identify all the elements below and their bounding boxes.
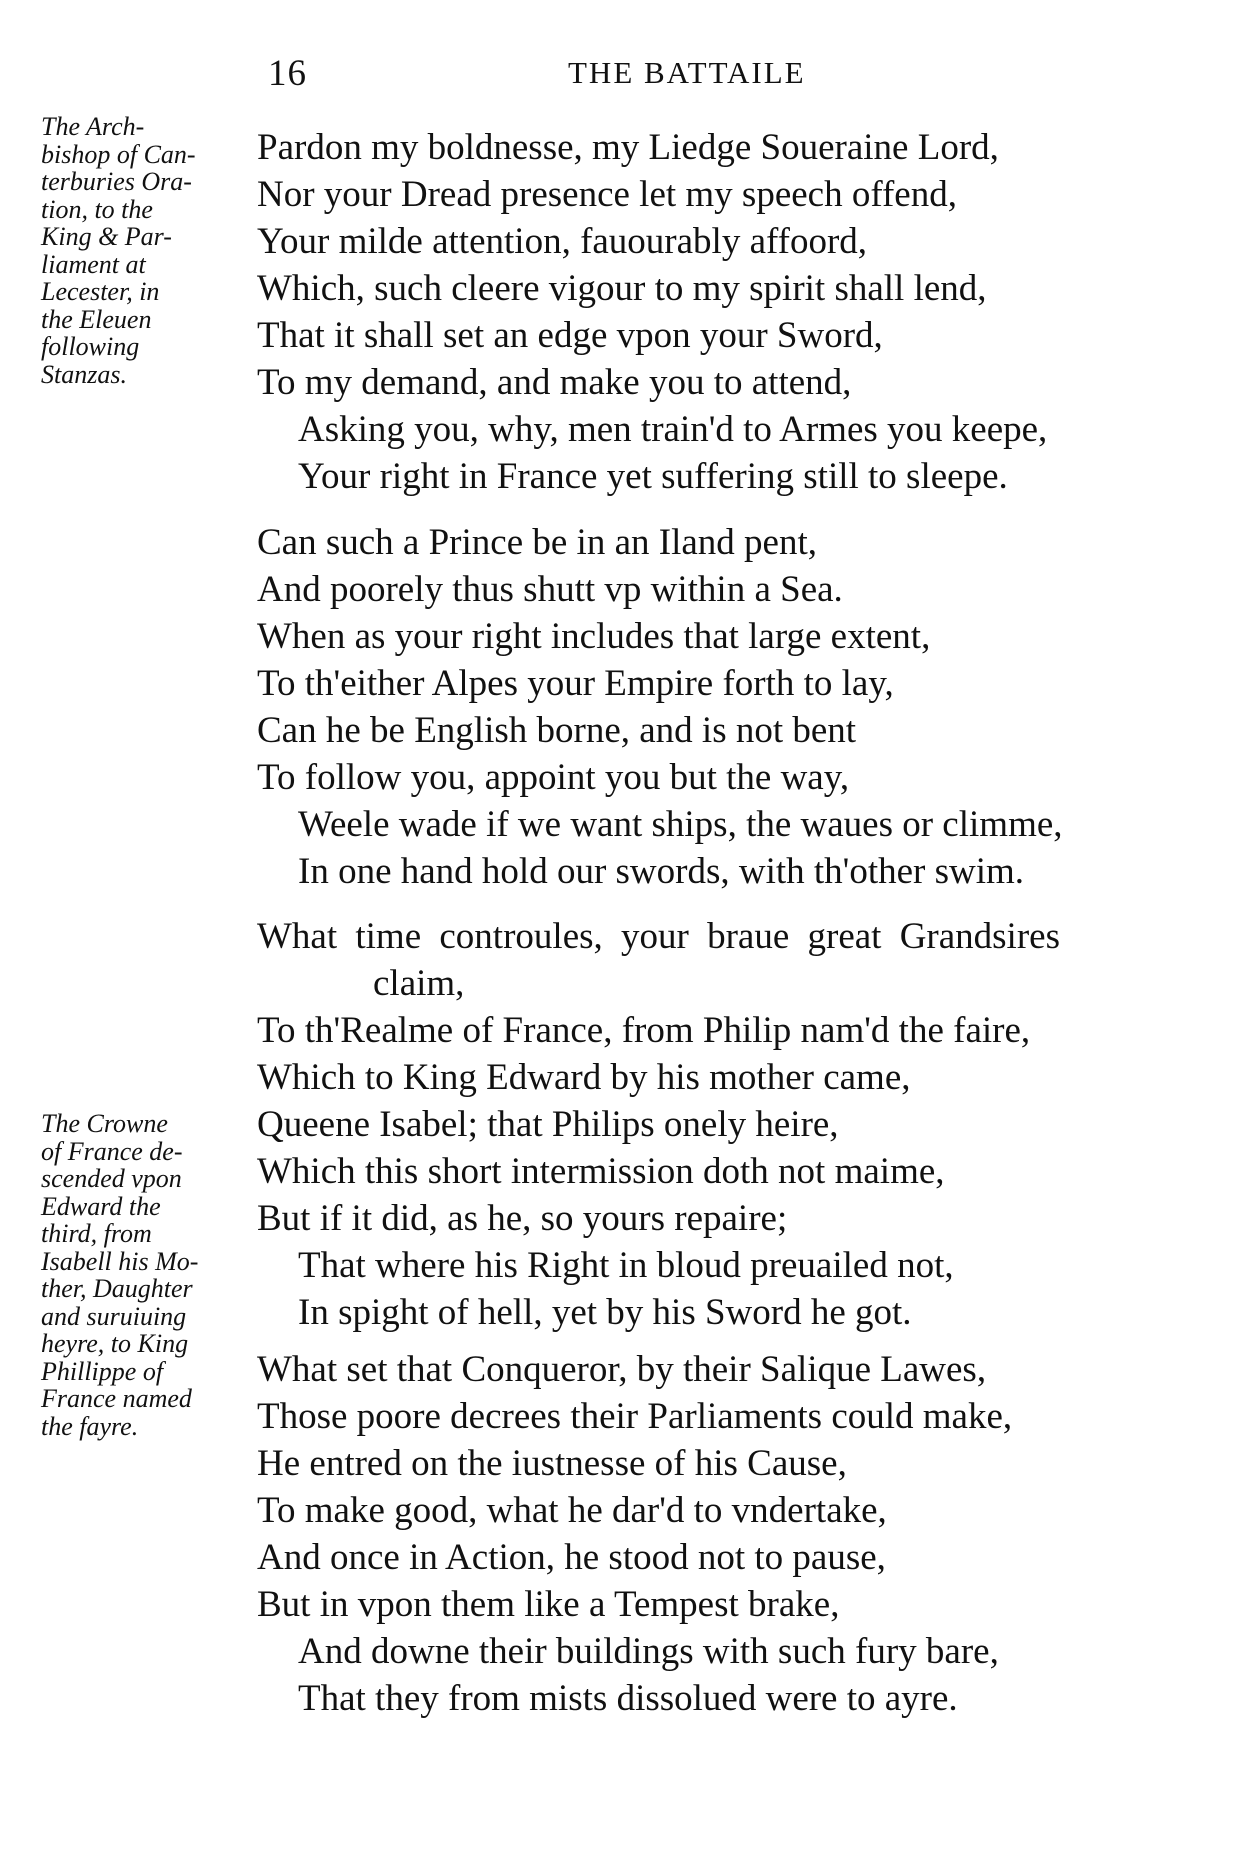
margin-note-line: liament at <box>41 249 146 279</box>
verse-line: That they from mists dissolued were to ayre. <box>298 1678 958 1719</box>
verse-line: Your milde attention, fauourably affoord, <box>257 221 868 262</box>
margin-note-archbishop <box>41 113 255 388</box>
verse-line: To th'Realme of France, from Philip nam'd the faire, <box>257 1010 1031 1051</box>
verse-line: And poorely thus shutt vp within a Sea. <box>257 569 843 610</box>
margin-note-line: bishop of Can- <box>41 139 196 169</box>
page-number: 16 <box>268 53 307 94</box>
margin-note-line: the fayre. <box>41 1411 139 1441</box>
verse-line: To th'either Alpes your Empire forth to lay, <box>257 663 894 704</box>
verse-line: Can he be English borne, and is not bent <box>257 710 857 751</box>
margin-note-line: heyre, to King <box>41 1329 189 1358</box>
verse-line: When as your right includes that large extent, <box>257 616 931 657</box>
margin-note-crowne <box>41 1110 255 1440</box>
margin-note-line: Lecester, in <box>41 277 160 306</box>
verse-line: To make good, what he dar'd to vndertake, <box>257 1490 887 1531</box>
verse-line: In spight of hell, yet by his Sword he got. <box>298 1292 912 1333</box>
verse-line: Queene Isabel; that Philips onely heire, <box>257 1104 839 1145</box>
margin-note-line: scended vpon <box>41 1164 182 1193</box>
running-head: THE BATTAILE <box>568 55 806 90</box>
verse-line: What set that Conqueror, by their Salique Lawes, <box>257 1349 987 1390</box>
verse-line: To follow you, appoint you but the way, <box>257 757 850 798</box>
margin-note-line: Phillippe of <box>41 1356 164 1386</box>
verse-line: Those poore decrees their Parliaments could make, <box>257 1396 1013 1437</box>
margin-note-line: and suruiuing <box>41 1301 187 1331</box>
margin-note-line: King & Par- <box>41 222 172 251</box>
margin-note-line: the Eleuen <box>41 304 152 334</box>
verse-line: Which, such cleere vigour to my spirit shall lend, <box>257 268 987 309</box>
margin-note-line: Isabell his Mo- <box>41 1246 199 1276</box>
margin-note-line: terburies Ora- <box>41 167 192 196</box>
verse-line: And once in Action, he stood not to pause, <box>257 1537 886 1578</box>
verse-line: What time controules, your braue great Grandsires <box>257 916 1060 957</box>
margin-note-line: France named <box>41 1384 192 1413</box>
margin-note-line: Edward the <box>41 1191 161 1221</box>
verse-line: And downe their buildings with such fury bare, <box>298 1631 999 1672</box>
margin-note-line: ther, Daughter <box>41 1274 193 1303</box>
verse-line: But if it did, as he, so yours repaire; <box>257 1198 788 1239</box>
verse-line: Nor your Dread presence let my speech offend, <box>257 174 957 215</box>
verse-line: Can such a Prince be in an Iland pent, <box>257 522 817 563</box>
verse-line: Which to King Edward by his mother came, <box>257 1057 911 1098</box>
verse-line: Which this short intermission doth not maime, <box>257 1151 945 1192</box>
margin-note-line: following <box>41 332 140 361</box>
verse-line: That it shall set an edge vpon your Sword, <box>257 315 883 356</box>
verse-line: Your right in France yet suffering still to sleepe. <box>298 456 1008 497</box>
verse-line-turnover: claim, <box>373 963 465 1004</box>
verse-line: That where his Right in bloud preuailed not, <box>298 1245 954 1286</box>
verse-line: He entred on the iustnesse of his Cause, <box>257 1443 847 1484</box>
verse-line: In one hand hold our swords, with th'other swim. <box>298 851 1025 892</box>
margin-note-line: third, from <box>41 1219 152 1248</box>
verse-line: But in vpon them like a Tempest brake, <box>257 1584 840 1625</box>
margin-note-line: The Arch- <box>41 112 145 141</box>
margin-note-line: The Crowne <box>41 1109 168 1138</box>
verse-line: Pardon my boldnesse, my Liedge Soueraine Lord, <box>257 127 999 168</box>
verse-line: Asking you, why, men train'd to Armes you keepe, <box>298 409 1048 450</box>
margin-note-line: tion, to the <box>41 194 153 224</box>
margin-note-line: Stanzas. <box>41 359 127 389</box>
verse-line: To my demand, and make you to attend, <box>257 362 852 403</box>
verse-line: Weele wade if we want ships, the waues or climme, <box>298 804 1063 845</box>
margin-note-line: of France de- <box>41 1136 183 1166</box>
